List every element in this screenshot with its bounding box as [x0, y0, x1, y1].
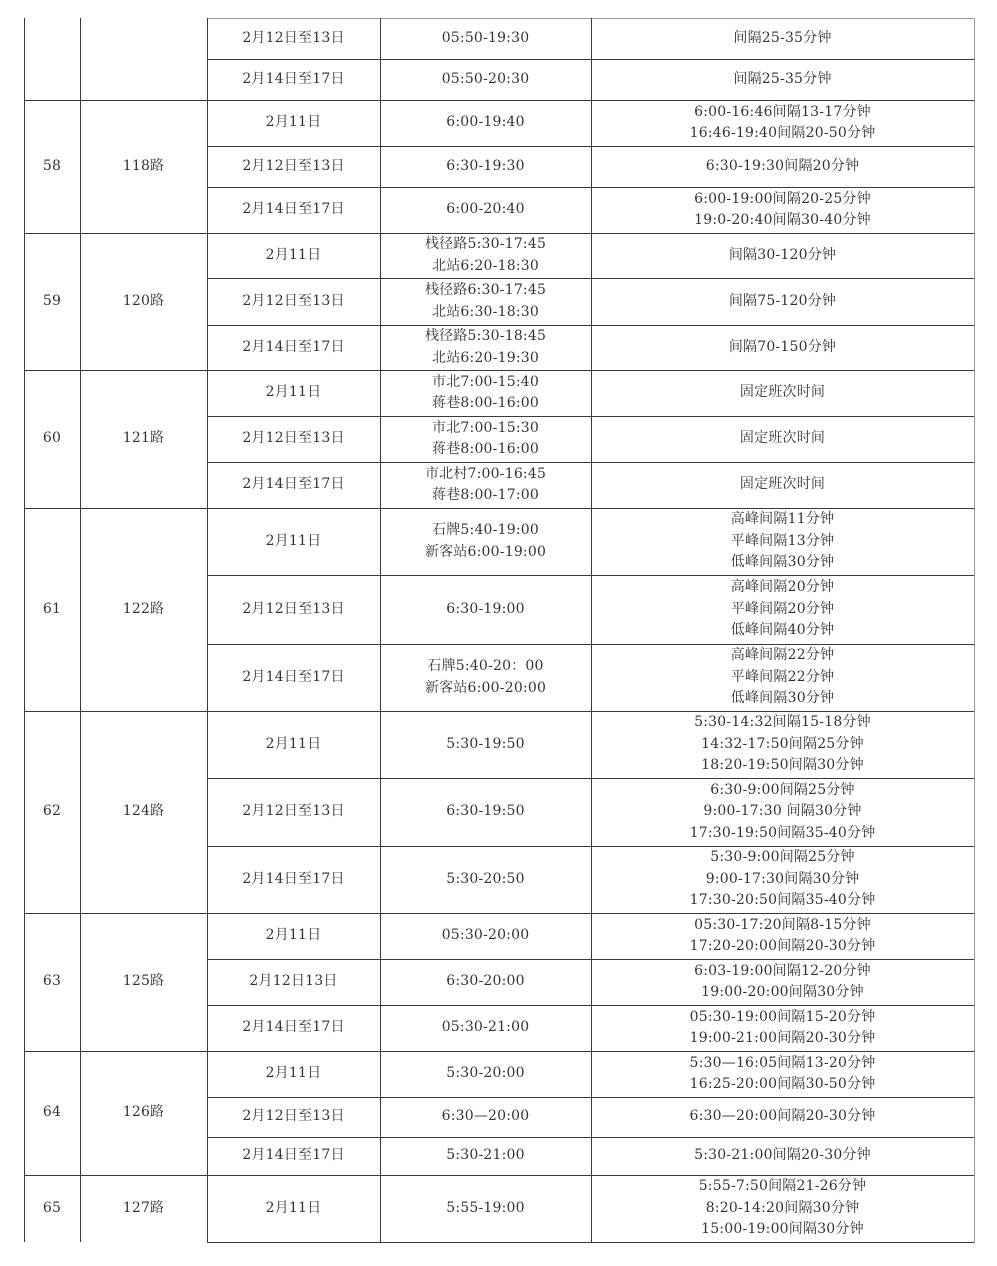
date-cell: 2月12日13日	[249, 973, 338, 990]
interval-cell	[591, 462, 974, 508]
interval-cell-line: 05:30-19:00间隔15-20分钟	[689, 1008, 876, 1025]
date-cell: 2月14日至17日	[242, 201, 345, 218]
date-cell: 2月11日	[265, 927, 322, 944]
operating-hours-cell	[380, 778, 591, 846]
interval-cell	[591, 1005, 974, 1051]
date-cell: 2月11日	[265, 1065, 322, 1082]
interval-cell-line: 5:30—16:05间隔13-20分钟	[689, 1054, 876, 1071]
interval-cell-line: 间隔75-120分钟	[728, 292, 837, 309]
interval-cell-line: 9:00-17:30间隔30分钟	[705, 870, 860, 887]
date-cell: 2月14日至17日	[242, 338, 345, 355]
operating-hours-cell-line: 新客站6:00-20:00	[424, 679, 547, 696]
operating-hours-cell-line: 蒋巷8:00-16:00	[432, 441, 539, 457]
interval-cell-line: 固定班次时间	[739, 430, 826, 447]
date-cell: 2月14日至17日	[242, 668, 345, 685]
operating-hours-cell-line: 05:30-20:00	[441, 927, 530, 944]
route-name-cell: 125路	[122, 973, 165, 990]
row-index-cell: 60	[42, 430, 62, 447]
operating-hours-cell-line: 5:30-20:00	[446, 1065, 525, 1082]
operating-hours-cell	[380, 325, 591, 370]
interval-cell-line: 05:30-17:20间隔8-15分钟	[694, 916, 871, 933]
date-cell: 2月12日至13日	[242, 157, 345, 174]
interval-cell-line: 低峰间隔30分钟	[730, 554, 835, 571]
row-index-cell: 65	[42, 1199, 62, 1216]
interval-cell-line: 6:00-16:46间隔13-17分钟	[694, 103, 871, 120]
interval-cell	[591, 1175, 974, 1242]
interval-cell-line: 17:30-19:50间隔35-40分钟	[689, 824, 876, 841]
interval-cell-line: 间隔25-35分钟	[733, 70, 832, 87]
interval-cell	[591, 846, 974, 913]
interval-cell-line: 6:00-19:00间隔20-25分钟	[694, 190, 871, 207]
operating-hours-cell-line: 6:30-19:30	[446, 157, 525, 174]
interval-cell	[591, 146, 974, 187]
operating-hours-cell	[380, 416, 591, 462]
operating-hours-cell-line: 栈径路5:30-17:45	[424, 236, 547, 252]
operating-hours-cell	[380, 1175, 591, 1242]
operating-hours-cell-line: 5:30-20:50	[446, 870, 525, 887]
interval-cell-line: 平峰间隔20分钟	[730, 600, 835, 617]
operating-hours-cell-line: 北站6:30-18:30	[432, 303, 539, 320]
date-cell: 2月11日	[265, 246, 322, 263]
interval-cell-line: 16:46-19:40间隔20-50分钟	[689, 125, 876, 141]
interval-cell-line: 平峰间隔22分钟	[730, 668, 835, 685]
operating-hours-cell	[380, 575, 591, 644]
operating-hours-cell-line: 05:50-20:30	[441, 70, 530, 87]
date-cell: 2月12日至13日	[242, 600, 345, 617]
row-index-cell: 59	[42, 292, 62, 309]
table-grid-line	[24, 18, 25, 1242]
table-grid-line	[24, 1051, 207, 1052]
interval-cell-line: 间隔30-120分钟	[728, 246, 837, 263]
operating-hours-cell-line: 石牌5:40-19:00	[432, 522, 539, 538]
interval-cell-line: 15:00-19:00间隔30分钟	[701, 1221, 864, 1238]
table-grid-line	[974, 18, 975, 1243]
date-cell: 2月12日至13日	[242, 803, 345, 820]
interval-cell	[591, 370, 974, 416]
interval-cell-line: 低峰间隔30分钟	[730, 690, 835, 707]
interval-cell	[591, 778, 974, 846]
route-name-cell: 121路	[122, 430, 165, 447]
table-grid-line	[24, 100, 207, 101]
interval-cell-line: 18:20-19:50间隔30分钟	[701, 757, 864, 774]
operating-hours-cell-line: 新客站6:00-19:00	[424, 543, 547, 560]
date-cell: 2月11日	[265, 384, 322, 401]
interval-cell-line: 固定班次时间	[739, 476, 826, 493]
date-cell: 2月14日至17日	[242, 870, 345, 887]
interval-cell	[591, 575, 974, 644]
table-grid-line	[24, 508, 207, 509]
table-grid-line	[591, 18, 592, 1243]
interval-cell-line: 17:30-20:50间隔35-40分钟	[689, 892, 876, 909]
table-grid-line	[24, 233, 207, 234]
route-name-cell: 122路	[122, 600, 165, 617]
date-cell: 2月14日至17日	[242, 70, 345, 87]
interval-cell	[591, 1097, 974, 1137]
interval-cell-line: 低峰间隔40分钟	[730, 622, 835, 639]
row-index-cell: 62	[42, 803, 62, 820]
row-index-cell: 58	[42, 157, 62, 174]
interval-cell	[591, 644, 974, 711]
interval-cell-line: 19:00-21:00间隔20-30分钟	[689, 1030, 876, 1046]
operating-hours-cell-line: 市北7:00-15:30	[432, 419, 539, 436]
operating-hours-cell	[380, 146, 591, 187]
operating-hours-cell-line: 市北7:00-15:40	[432, 373, 539, 390]
interval-cell-line: 间隔70-150分钟	[728, 338, 837, 355]
operating-hours-cell-line: 北站6:20-19:30	[432, 349, 539, 366]
interval-cell-line: 高峰间隔22分钟	[730, 647, 835, 664]
interval-cell-line: 平峰间隔13分钟	[730, 532, 835, 549]
interval-cell-line: 19:0-20:40间隔30-40分钟	[694, 212, 871, 228]
interval-cell-line: 固定班次时间	[739, 384, 826, 401]
operating-hours-cell	[380, 1005, 591, 1051]
interval-cell	[591, 18, 974, 59]
operating-hours-cell-line: 6:30-19:00	[446, 600, 525, 617]
operating-hours-cell	[380, 846, 591, 913]
interval-cell-line: 6:30—20:00间隔20-30分钟	[689, 1108, 876, 1125]
interval-cell-line: 间隔25-35分钟	[733, 29, 832, 46]
interval-cell	[591, 913, 974, 959]
row-index-cell: 63	[42, 973, 62, 990]
interval-cell-line: 5:30-21:00间隔20-30分钟	[694, 1147, 871, 1164]
operating-hours-cell-line: 6:30—20:00	[441, 1108, 530, 1125]
interval-cell-line: 8:20-14:20间隔30分钟	[705, 1199, 860, 1216]
route-name-cell: 124路	[122, 803, 165, 820]
operating-hours-cell-line: 市北村7:00-16:45	[424, 465, 547, 482]
operating-hours-cell	[380, 59, 591, 100]
table-grid-line	[24, 1175, 207, 1176]
date-cell: 2月14日至17日	[242, 476, 345, 493]
date-cell: 2月14日至17日	[242, 1019, 345, 1036]
operating-hours-cell	[380, 711, 591, 778]
operating-hours-cell-line: 6:00-20:40	[446, 201, 525, 218]
operating-hours-cell	[380, 462, 591, 508]
operating-hours-cell-line: 05:30-21:00	[441, 1019, 530, 1036]
date-cell: 2月11日	[265, 735, 322, 752]
operating-hours-cell	[380, 187, 591, 233]
operating-hours-cell	[380, 233, 591, 278]
operating-hours-cell-line: 6:00-19:40	[446, 114, 525, 131]
date-cell: 2月12日至13日	[242, 1108, 345, 1125]
interval-cell	[591, 233, 974, 278]
table-grid-line	[207, 18, 208, 1243]
operating-hours-cell	[380, 508, 591, 575]
operating-hours-cell-line: 05:50-19:30	[441, 29, 530, 46]
operating-hours-cell	[380, 370, 591, 416]
row-index-cell: 64	[42, 1104, 62, 1121]
table-grid-line	[380, 18, 381, 1243]
operating-hours-cell-line: 6:30-19:50	[446, 803, 525, 820]
date-cell: 2月12日至13日	[242, 292, 345, 309]
route-name-cell: 120路	[122, 292, 165, 309]
interval-cell	[591, 59, 974, 100]
route-name-cell	[80, 18, 207, 100]
interval-cell-line: 6:30-9:00间隔25分钟	[710, 781, 855, 798]
interval-cell-line: 9:00-17:30 间隔30分钟	[703, 803, 862, 820]
interval-cell	[591, 187, 974, 233]
table-grid-line	[80, 18, 81, 1242]
interval-cell	[591, 1051, 974, 1097]
interval-cell	[591, 711, 974, 778]
date-cell: 2月11日	[265, 532, 322, 549]
interval-cell	[591, 959, 974, 1005]
date-cell: 2月14日至17日	[242, 1147, 345, 1164]
interval-cell	[591, 278, 974, 325]
operating-hours-cell-line: 5:55-19:00	[446, 1199, 525, 1216]
interval-cell-line: 19:00-20:00间隔30分钟	[701, 984, 864, 1000]
table-grid-line	[24, 913, 207, 914]
date-cell: 2月12日至13日	[242, 430, 345, 447]
interval-cell-line: 5:30-14:32间隔15-18分钟	[694, 714, 871, 731]
route-name-cell: 126路	[122, 1104, 165, 1121]
operating-hours-cell-line: 6:30-20:00	[446, 973, 525, 990]
date-cell: 2月11日	[265, 1199, 322, 1216]
interval-cell-line: 6:03-19:00间隔12-20分钟	[694, 962, 871, 979]
table-grid-line	[24, 370, 207, 371]
interval-cell	[591, 416, 974, 462]
operating-hours-cell	[380, 1051, 591, 1097]
interval-cell-line: 17:20-20:00间隔20-30分钟	[689, 938, 876, 954]
operating-hours-cell-line: 栈径路5:30-18:45	[424, 328, 547, 344]
operating-hours-cell-line: 北站6:20-18:30	[432, 257, 539, 274]
operating-hours-cell-line: 蒋巷8:00-16:00	[432, 395, 539, 411]
date-cell: 2月12日至13日	[242, 29, 345, 46]
route-name-cell: 118路	[122, 157, 165, 174]
operating-hours-cell	[380, 100, 591, 146]
operating-hours-cell	[380, 278, 591, 325]
operating-hours-cell-line: 蒋巷8:00-17:00	[432, 487, 539, 503]
interval-cell-line: 14:32-17:50间隔25分钟	[701, 735, 864, 752]
interval-cell	[591, 1137, 974, 1175]
table-grid-line	[24, 711, 207, 712]
interval-cell-line: 5:30-9:00间隔25分钟	[710, 849, 855, 866]
operating-hours-cell	[380, 913, 591, 959]
operating-hours-cell	[380, 959, 591, 1005]
date-cell: 2月11日	[265, 114, 322, 131]
operating-hours-cell-line: 石牌5:40-20：00	[427, 658, 544, 674]
interval-cell	[591, 508, 974, 575]
operating-hours-cell-line: 5:30-19:50	[446, 735, 525, 752]
interval-cell	[591, 325, 974, 370]
interval-cell-line: 高峰间隔20分钟	[730, 579, 835, 596]
row-index-cell	[24, 18, 80, 100]
interval-cell-line: 5:55-7:50间隔21-26分钟	[698, 1178, 867, 1195]
interval-cell-line: 6:30-19:30间隔20分钟	[705, 157, 860, 174]
operating-hours-cell	[380, 1137, 591, 1175]
interval-cell-line: 16:25-20:00间隔30-50分钟	[689, 1076, 876, 1092]
operating-hours-cell-line: 5:30-21:00	[446, 1147, 525, 1164]
interval-cell	[591, 100, 974, 146]
row-index-cell: 61	[42, 600, 62, 617]
interval-cell-line: 高峰间隔11分钟	[730, 511, 835, 528]
operating-hours-cell	[380, 18, 591, 59]
operating-hours-cell	[380, 1097, 591, 1137]
route-name-cell: 127路	[122, 1199, 165, 1216]
operating-hours-cell	[380, 644, 591, 711]
operating-hours-cell-line: 栈径路6:30-17:45	[424, 282, 547, 298]
